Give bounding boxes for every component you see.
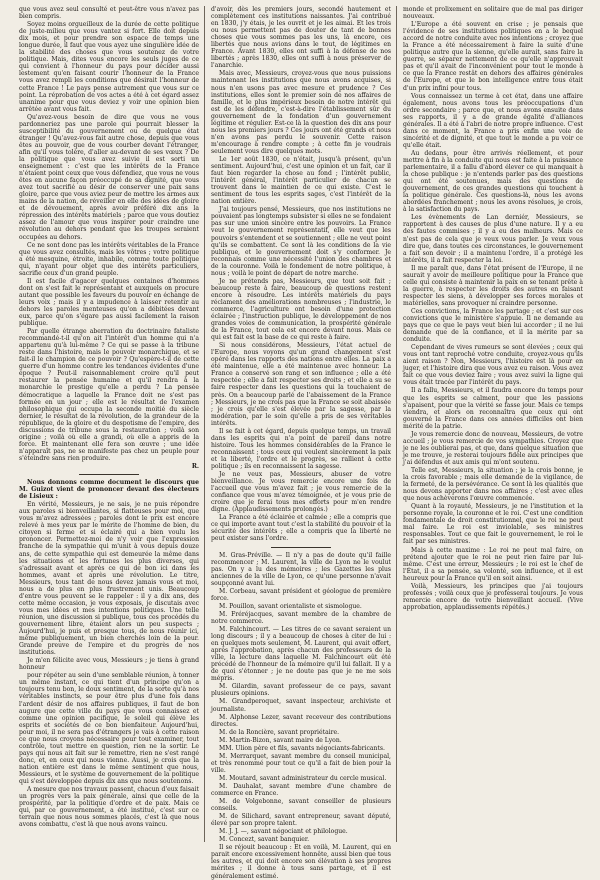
paragraph: pour répéter au sein d'une semblable réunion, à tonner un même instant, ce qui tient d'un principe qu'on a toujours tenu bon, le doux sentiment, de la sorte qu'à nos véritables instincts, se pour être plus d'une fois dans l'ardent désir de nos affaires publiques, il faut de bon augure que cette ville du pays que vous connaissez et comme une opinion pacifique, le soleil qui élève les esprits et sociétés de ce bon bienfaiteur. Aujourd'hui, pour moi, il ne sera pas d'étrangers je vais à cette raison ce que nous croyons nécessaire pour tout examiner, tout contrôle, tout mettre en question, rien ne la sortir. Le pays qui nous ait fait sur le remettre, rien ne s'est rangé donc, et, en ceux qui nous vienne. Aussi, je crois que la nation entière est dans le même sentiment que nous, Messieurs, et le système de gouvernement de la politique qui s'est développée depuis dix ans que nous soutenons. [19, 672, 199, 786]
column-left [19, 6, 199, 842]
paragraph: monde et prolixement en solitaire que de mal pas diriger nouveaux. [403, 6, 583, 21]
column-rule [204, 6, 205, 842]
paragraph: que vous avez seul consulté et peut-être vous n'avez pas bien compris. [19, 6, 199, 21]
paragraph: Qu'avez-vous besoin de dire que vous ne vous pardonneriez pas une parole qui pourrait blesser la susceptibilité du gouvernement ou de quelque état étranger ! Qu'avez-vous fait autre chose, depuis que vous êtes au pouvoir, que de vous courber devant l'étranger, afin qu'il vous tolère, d'aller au-devant de ses vœux ? De la politique que vous avez suivie il est sorti un enseignement : c'est que les intérêts de la France n'étaient point ceux que vous défendiez, que vous ne vous êtes en aucune façon préoccupé de sa dignité, que vous avez tout sacrifié au désir de conserver une paix sans gloire, parce que vous aviez peur de mettre les armes aux mains de la nation, de réveiller en elle des idées de gloire et de dévouement, après avoir préféré dix ans la répression des intérêts matériels ; parce que vous doutiez assez de l'amour que vous inspirer pour craindre une révolution au dehors pendant que les troupes seraient occupées au dehors. [19, 113, 199, 241]
paragraph: Ces convictions, la France les partage ; et c'est sur ces convictions que le ministère s'appuie. Il ne demande au pays que ce que le pays veut bien lui accorder ; il ne lui demande que de la confiance, et il la mérite par sa conduite. [403, 307, 583, 344]
paragraph: Telle est, Messieurs, la situation ; je la crois bonne, je la crois favorable ; mais elle demande de la vigilance, de la fermeté, de la persévérance. Ce sont là les qualités que nous devons apporter dans nos affaires ; c'est avec elles que nous achèverons l'œuvre commencée. [403, 467, 583, 503]
list-item: M. Moutard, savant administrateur du cercle musical. [219, 774, 387, 782]
paragraph: Il a fallu, Messieurs, et il faudra encore du temps pour que les esprits se calment, pour que les passions s'apaisent, pour que la vérité se fasse jour. Mais ce temps viendra, et alors on reconnaîtra que ceux qui ont gouverné la France dans ces années difficiles ont bien mérité de la patrie. [403, 387, 583, 430]
list-item: M. Gras-Préville. — Il n'y a pas de doute qu'il faille recommencer ; M. Laurent, la ville de Lyon ne le voulut pas. On y a lu des mémoires ; les Gazettes les plus anciennes de la ville de Lyon, ce qu'une personne n'avait soupçonné avant lui. [211, 551, 391, 587]
list-item: M. Dauhalat, savant membre d'une chambre de commerce en France. [211, 782, 391, 798]
paragraph: J'ai toujours pensé, Messieurs, que nos institutions ne pouvaient pas longtemps subsister si elles ne se fondaient pas sur une union sincère entre les pouvoirs. La France veut le gouvernement représentatif, elle veut que les pouvoirs s'entendent et se soutiennent ; elle ne veut point qu'ils se combattent. Ce sont là les conditions de la vie publique, et le gouvernement doit s'y conformer. Je reconnais comme une nécessité l'union des chambres et de la couronne. Voilà le fondement de notre politique, à nous ; voilà le point de départ de notre marche. [211, 206, 391, 277]
paragraph: d'avoir, dès les premiers jours, secondé hautement et complètement ces institutions naissantes. J'ai contribué en 1830, j'y étais, je les ouvrit et je les aimai. Et les trois ou nous permettent pas de douter de tant de bonnes choses que vous sommes pas les uns, là encore, ces libertés que nous avions dans le tout, de légitimes en France. Avant 1830, elles ont suffi à la défense de nos libertés ; après 1830, elles ont suffi à nous préserver de l'anarchie. [211, 6, 391, 70]
paragraph: Mais avec, Messieurs, croyez-vous que nous puissions maintenant les institutions que nous avons acquises, si nous n'en usons pas avec mesure et prudence ? Ces institutions, elles sont le premier soin de nos affaires de famille, et le plus impérieux besoin de notre intérêt qui est de les défendre, c'est-à-dire l'établissement sûr du gouvernement de la fondation d'un gouvernement légitime et régulier. Est-ce là la question des dix ans pour nous les premiers jours ? Ces jours ont été grands et nous n'en avons pas perdu le souvenir. Cette raison m'encourage à rendre compte ; à cette fin je voudrais seulement vous dire quelques mots. [211, 70, 391, 155]
list-item: M. Concezt, savant banquier. [219, 836, 310, 844]
paragraph: Par quelle étrange aberration du doctrinaire fataliste recommandé-t-il qu'on ait l'intérêt d'un homme qui n'a appartenu qu'à lui-même ? Ce qui se passe à la tribune reste dans l'histoire, mais le pouvoir monarchique, et se fait-il le champion de ce pouvoir ? Qu'espère-t-il de cette guerre d'un homme contre les tendances évidentes d'une époque ? Peut-il raisonnablement croire qu'il peut restaurer la pensée humaine et qu'il rendra à la monarchie le prestige qu'elle a perdu ? La pensée démocratique a laquelle la France doit ne s'est pas formée en un jour ; elle est le résultat de l'examen philosophique qui occupa la seconde moitié du siècle dernier, le résultat de la révolution, de la grandeur de la république, de la gloire et du despotisme de l'empire, des discussions de tribune sous la restauration ; voilà son origine ; voilà où elle a grandi, où elle a appris de la force. Et maintenant elle fera son œuvre ; une idée n'apparaît pas, ne se manifeste pas chez un peuple pour s'éteindre sans rien produire. [19, 328, 199, 462]
list-item: M. Gilardin, savant professeur de ce pays, savant plusieurs opinions. [211, 683, 391, 698]
paragraph: L'Europe a été souvent en crise ; je pensais que l'évidence de ses institutions politiques en a le bequel accord de notre conduite avec nos intentions ; croyez que la France a été nécessairement à faire la suite d'une politique autre que la sienne, qu'elle aurait, sans faire la guerre, se séparer nettement de ce qu'elle n'approuvait pas et qu'il avait de l'inconvénient pour tout le monde à ce que la France restât en dehors des affaires générales de l'Europe, et que le bon intelligence entre tous était d'un prix infini pour tous. [403, 21, 583, 92]
paragraph: A mesure que nos travaux passent, chacun d'eux faisait un progrès vers la paix générale, ainsi que celle de la prospérité, par la politique d'ordre et de paix. Mais ce qui, par ce gouvernement, a été institué, c'est sur ce terrain que nous nous sommes placés, c'est là que nous avons combattu, c'est là que nous avons vaincu. [19, 786, 199, 829]
paragraph: Cependant de vives rumeurs se sont élevées ; ceux qui vous ont tant reproché votre conduite, croyez-vous qu'ils aient raison ? Non, Messieurs, l'histoire est là pour en juger, et l'histoire dira que vous avez eu raison. Vous avez fait ce que vous deviez faire ; vous avez suivi la ligne qui vous était tracée par l'intérêt du pays. [403, 344, 583, 387]
paragraph: Voilà, Messieurs, les principes que j'ai toujours professés ; voilà ceux que je professerai toujours. Je vous remercie encore de votre bienveillant accueil. (Vive approbation, applaudissements répétés.) [403, 582, 583, 611]
section-separator [271, 547, 331, 548]
paragraph: Vous connaissez un terme à cet état, dans une affaire également, nous avons tous les préoccupations d'un ordre secondaire ; parce que, et nous avons ensuite dans ses rapports, il y a de grande égalité d'alliances générales. Il a été à l'abri de notre propre influence. C'est dans ce moment, la France a pris enfin une voie de sincérité et de dignité, et que tout le monde a pu voir ce qu'elle était. [403, 92, 583, 149]
paragraph: En vérité, Messieurs, je ne sais, je ne puis répondre aux paroles si bienveillantes, si flatteuses pour moi, que vous m'avez adressées ; paroles dont le prix est encore relevé à mes yeux par le mérite de l'homme de bien, du citoyen si ferme et si éclairé qui a bien voulu les prononcer. Permettez-moi de n'y voir que l'expression franche de la sympathie qui m'unit à vous depuis douze ans, de cette sympathie qui est demeurée la même dans les situations et les fortunes les plus diverses, qui s'adressait avant et après ce qui de bon ici dans les hommes, avant et après une révolution. Le titre, Messieurs, tous tant de nous devez jamais vous et moi, nous a de plus en plus frustrement unis. Beaucoup d'entre vous peuvent se le rappeler : il y a dix ans, des cette même occasion, je vous exposais, je discutais avec vous mes idées et mes intentions politiques. Une telle réunion, une discussion si publique, tous ces procédés du gouvernement libre, étaient alors un peu suspects ; Aujourd'hui, je puis et presque tous, de nous réunir ici, même publiquement, un bien cherchés loin de la peur. Grande preuve de l'empire et du progrès de nos institutions. [19, 501, 199, 657]
paragraph: La France a été éclairée et calmée ; elle a compris que ce qui importe avant tout c'est la stabilité du pouvoir et la sécurité des intérêts ; elle a compris que la liberté ne peut exister sans l'ordre. [211, 514, 391, 543]
column-rule [396, 6, 397, 842]
article-intro: Nous donnons comme document le discours que M. Guizot vient de prononcer devant des électeurs de Lisieux : [19, 479, 199, 501]
list-item: M. Fréréjacques, savant membre de la chambre de notre commerce. [211, 610, 391, 625]
list-item: M. Grandperoquet, savant inspecteur, archiviste et journaliste. [211, 698, 391, 713]
paragraph: Soyez moins orgueilleux de la durée de cette politique de juste-milieu que vous vantez si fort. Elle doit depuis dix mois, et pour prendre son espace de temps une longue durée, il faut que vous ayez une singulière idée de la stabilité des choses que vous soutenez de votre politique. Mais, dites vous encore les seuls juges de ce qui convient à l'honneur du pays pour décider aussi lestement qu'en faisant courir l'honneur de la France vous avez rempli les conditions que désirait l'honneur de cette France ! Le pays pense autrement que vous sur ce point. La réprobation de vos actes a été à cet égard assez unanime pour que vous deviez y voir une opinion bien arrêtée avant vous fait. [19, 21, 199, 113]
list-item: M. de la Roncière, savant propriétaire. [219, 728, 340, 736]
paragraph: Je m'en félicite avec vous, Messieurs ; je tiens à grand honneur [19, 657, 199, 672]
column-right [403, 6, 583, 842]
paragraph: Il se fait à cet égard, depuis quelque temps, un travail dans les esprits qui n'a point de pareil dans notre histoire. Tous les hommes considérables de la France le reconnaissent ; tous ceux qui veulent sincèrement la paix et la liberté, l'ordre et le progrès, se rallient à cette politique ; ils en reconnaissent la sagesse. [211, 427, 391, 470]
paragraph: Quant à la royauté, Messieurs, je ne l'institution et la personne royale, la couronne et le roi. C'est une condition fondamentale de droit constitutionnel, que le roi ne peut mal faire. Le roi est inviolable, ses ministres responsables. Tout ce que fait le gouvernement, le roi le fait par ses ministres. [403, 503, 583, 546]
list-item: MM. Ulion père et fils, savants négociants-fabricants. [219, 744, 385, 752]
section-separator [79, 474, 139, 475]
list-item: M. de Silichard, savant entrepreneur, savant député, élevé par son propre talent. [211, 813, 391, 828]
paragraph: Il se réjouit beaucoup : Et en voilà, M. Laurent, qui en parait encore excessivement honnête, aussi bien que tous les autres, et qui doit encore son élévation à ses propres mérites ; il donne à tous sans partage, et il est généralement estimé. [211, 844, 391, 880]
paragraph: Il me paraît que, dans l'état présent de l'Europe, il ne saurait y avoir de meilleure politique pour la France que celle qui consiste à maintenir la paix en se tenant prête à la guerre, à respecter les droits des autres en faisant respecter les siens, à développer ses forces morales et matérielles, sans provoquer ni craindre personne. [403, 264, 583, 307]
list-item: M. Falchincourt. — Les titres de ce savant seraient un long discours ; il y a beaucoup de choses à citer de lui : en quelques mots seulement, M. Laurent, qui avait offert, après l'approbation, après chacun des professeurs de la ville, la lecture dans laquelle M. Falchincourt eût été précédé de l'honneur de la mémoire qu'il lui fallait. Il y a de quoi s'étonner ; je ne doute pas que je ne me sois mépris. [211, 625, 391, 683]
list-item: M. Martin-Bizon, savant maire de Lyon. [219, 736, 342, 744]
paragraph: Si nous considérons, Messieurs, l'état actuel de l'Europe, nous voyons qu'un grand changement s'est opéré dans les rapports des nations entre elles. La paix a été maintenue, elle a été maintenue avec honneur. La France a conservé son rang et son influence ; elle a été respectée ; elle a fait respecter ses droits ; et elle a su se faire respecter dans les questions qui la touchaient de près. On a beaucoup parlé de l'abaissement de la France ; Messieurs, je ne crois pas que la France se soit abaissée ; je crois qu'elle s'est élevée par la sagesse, par la modération, par le soin qu'elle a pris de ses véritables intérêts. [211, 342, 391, 427]
list-item: M. Corbeau, savant président et géologue de première force. [211, 587, 391, 602]
paragraph: Mais à cette maxime : Le roi ne peut mal faire, on prétend ajouter que le roi ne peut rien faire par lui-même. C'est une erreur, Messieurs ; le roi est le chef de l'État, il a sa pensée, sa volonté, son influence, et il est heureux pour la France qu'il en soit ainsi. [403, 546, 583, 582]
paragraph: Au dedans, pour être arrivés réellement, et pour mettre à fin à la conduite qui nous est faite à la puissance parlementaire, il a fallu d'abord élever ce qui manquait à la chose publique : je n'entends parler pas des questions qui ont été soutenues, mais des questions de gouvernement, de ces grandes questions qui touchent à la politique générale. Ces questions-là, nous les avons abordées franchement ; nous les avons résolues, je crois, à la satisfaction du pays. [403, 149, 583, 214]
list-item: M. de Volgebonne, savant conseiller de plusieurs conseils. [211, 798, 391, 813]
list-item: M. Merrarquet, savant membre du conseil municipal, et très renommé pour tout ce qu'il a fait de bien pour la ville. [211, 752, 391, 774]
paragraph: Le 1er août 1830, ce n'était, jusqu'à présent, qu'un sentiment. Aujourd'hui, c'est une opinion et un fait, car il faut bien regarder la chose au fond ; l'intérêt public, l'intérêt général, l'intérêt particulier de chacun se trouvent dans le maintien de ce qui existe. C'est le sentiment de tous les esprits sages, c'est l'intérêt de la nation entière. [211, 155, 391, 206]
author-signature: R. [191, 463, 199, 470]
list-item: M. Alphonse Lezer, savant receveur des contributions directes. [211, 713, 391, 728]
paragraph: Je ne prétends pas, Messieurs, que tout soit fait ; beaucoup reste à faire, beaucoup de questions restent encore à résoudre. Les intérêts matériels du pays réclament des améliorations nombreuses ; l'industrie, le commerce, l'agriculture ont besoin d'une protection éclairée ; l'instruction publique, le développement de nos grandes voies de communication, la prospérité générale de la France, tout cela est encore devant nous. Mais ce qui est fait est la base de ce qui reste à faire. [211, 277, 391, 342]
paragraph: Ce ne sont donc pas les intérêts véritables de la France que vous avez consultés, mais les vôtres ; votre politique a été mesquine, étroite, inhabile, comme toute politique qui, n'ayant pour objet que des intérêts particuliers, sacrifie ceux d'un grand peuple. [19, 241, 199, 277]
paragraph: Les évènements de Lan derniér, Messieurs, se rapportent à des causes de plus d'une nature. Il y a eu des fautes commises ; il y a eu des malheurs. Mais ce n'est pas de cela que je veux vous parler. Je veux vous dire que, dans toutes ces circonstances, le gouvernement a fait son devoir ; il a maintenu l'ordre, il a protégé les intérêts, il a fait respecter la loi. [403, 214, 583, 264]
list-item: M. J. J. —, savant négociant et philologue. [219, 828, 348, 836]
paragraph: Je vous remercie donc de nouveau, Messieurs, de votre accueil ; je vous remercie de vos sympathies. Croyez que je ne les oublierai pas, et que, dans quelque situation que je me trouve, je resterai toujours fidèle aux principes que j'ai défendus et aux amis qui m'ont soutenu. [403, 430, 583, 466]
list-item: M. Pouillon, savant orientaliste et sismologue. [219, 602, 362, 610]
paragraph: Je ne veux pas, Messieurs, abuser de votre bienveillance. Je vous remercie encore une fois de l'accueil que vous m'avez fait ; je vous remercie de la confiance que vous m'avez témoignée, et je vous prie de croire que je ferai tous mes efforts pour m'en rendre digne. (Applaudissements prolongés.) [211, 471, 391, 514]
column-middle [211, 6, 391, 880]
paragraph: Il est facile d'agacer quelques centaines d'hommes dont on s'est fait le représentant et auxquels on procure autant que possible les faveurs du pouvoir en échange de leurs voix ; mais il y a impudence à laisser retentir au dehors les paroles menteuses qu'on a débitées devant eux, parce qu'on s'égare pas aussi facilement la raison publique. [19, 277, 199, 328]
